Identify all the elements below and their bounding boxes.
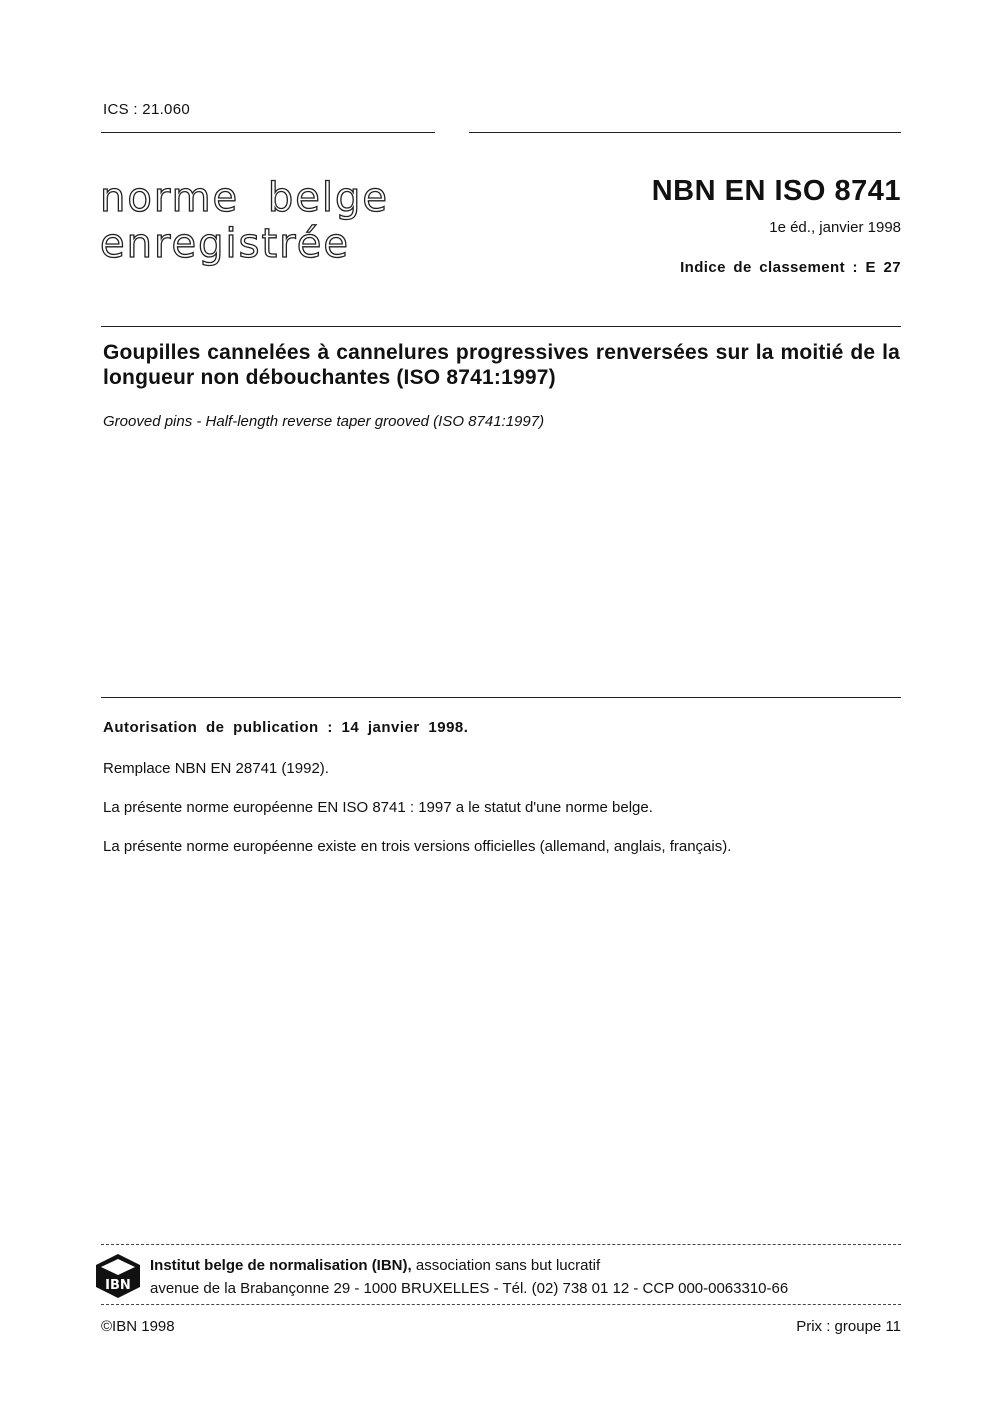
institute-name: Institut belge de normalisation (IBN), [150,1257,412,1274]
status-note: La présente norme européenne EN ISO 8741 : 1997 a le statut d'une norme belge. [103,799,653,816]
ibn-logo-text: IBN [105,1278,131,1293]
header-rule-right [469,132,901,133]
footer-rule-top [101,1244,901,1245]
price-group: Prix : groupe 11 [796,1318,901,1335]
authorization-date: 14 janvier 1998. [341,719,469,736]
standard-number: NBN EN ISO 8741 [651,175,901,207]
header-rule-left [101,132,435,133]
classification-index [680,259,901,276]
footer-rule-bottom [101,1304,901,1305]
institute-address: avenue de la Brabançonne 29 - 1000 BRUXELLES - Tél. (02) 738 01 12 - CCP 000-0063310-66 [150,1280,789,1297]
classification-label: Indice de classement : [680,259,858,276]
institute-type: association sans but lucratif [411,1257,601,1274]
versions-note: La présente norme européenne existe en trois versions officielles (allemand, anglais, français). [103,838,732,855]
replaces-note: Remplace NBN EN 28741 (1992). [103,760,329,777]
title-rule-top [101,326,901,327]
brand-line-2: enregistrée [100,221,350,267]
publication-authorization [103,719,468,736]
authorization-label: Autorisation de publication : [103,719,333,736]
copyright: ©IBN 1998 [101,1318,175,1335]
ibn-logo [95,1253,141,1299]
document-title-fr: Goupilles cannelées à cannelures progressives renversées sur la moitié de la longueur non débouchantes (ISO 8741:1997) [103,341,900,389]
title-rule-bottom [101,697,901,698]
institute-line [150,1257,600,1274]
brand-line-1: norme belge [100,175,389,221]
edition-date: 1e éd., janvier 1998 [769,219,901,236]
classification-value: E 27 [865,259,901,276]
ics-code: ICS : 21.060 [103,101,190,118]
document-title-en: Grooved pins - Half-length reverse taper grooved (ISO 8741:1997) [103,413,545,430]
